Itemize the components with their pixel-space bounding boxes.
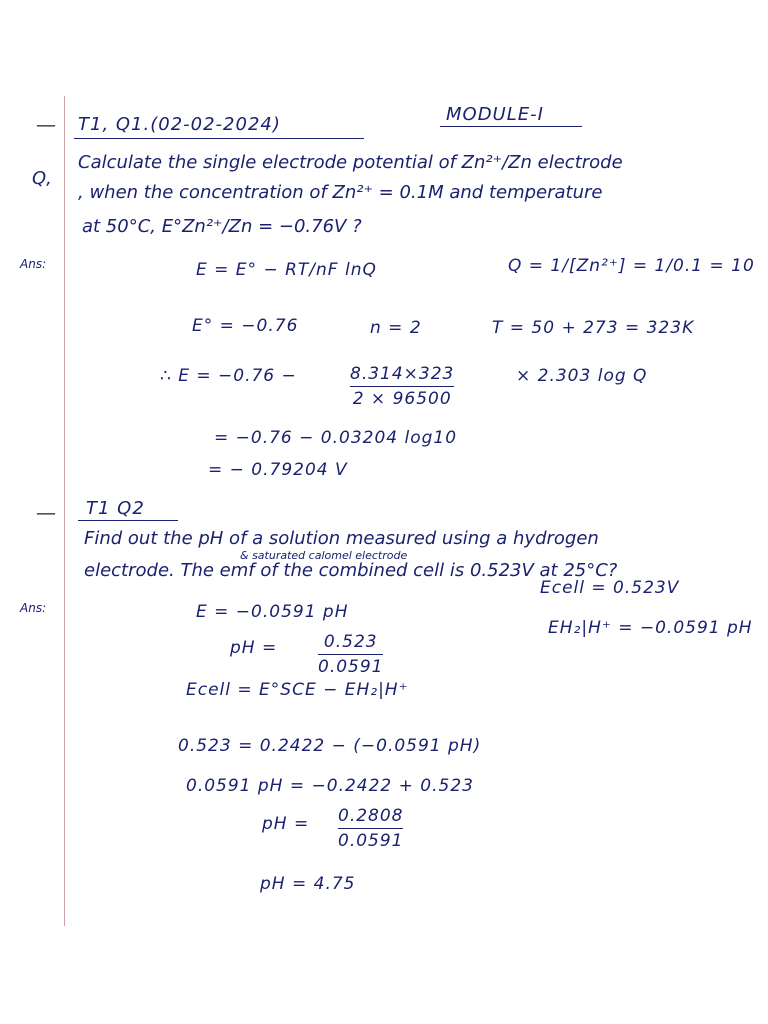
q1-substitution-start: ∴ E = −0.76 −	[160, 366, 297, 386]
q2-label: T1 Q2	[86, 498, 145, 519]
q2-final-fraction	[338, 806, 403, 851]
q1-substitution-fraction	[350, 364, 454, 409]
q1-answer-label: Ans:	[20, 257, 47, 271]
module-underline	[440, 126, 582, 127]
q2-line-1: Find out the pH of a solution measured using a hydrogen	[84, 528, 599, 549]
q2-label-underline	[78, 520, 178, 521]
q1-substitution-end: × 2.303 log Q	[516, 366, 648, 386]
q2-step-1: 0.523 = 0.2422 − (−0.0591 pH)	[178, 736, 482, 756]
bullet-dash: —	[36, 112, 56, 136]
q2-line-1b: & saturated calomel electrode	[240, 549, 408, 562]
q1-result: = − 0.79204 V	[208, 460, 348, 480]
q1-prefix: Q,	[32, 168, 52, 189]
q2-ph-bar	[318, 654, 383, 655]
q1-electrons: n = 2	[370, 318, 422, 338]
q1-line-2: , when the concentration of Zn²⁺ = 0.1M and temperature	[78, 182, 603, 203]
q1-fraction-denominator: 2 × 96500	[352, 389, 452, 409]
q2-ph-denominator: 0.0591	[318, 657, 384, 677]
q1-line-1: Calculate the single electrode potential of Zn²⁺/Zn electrode	[78, 152, 623, 173]
q2-ph-eq-prefix: pH =	[262, 814, 310, 834]
q2-answer-label: Ans:	[20, 601, 47, 615]
q1-temperature: T = 50 + 273 = 323K	[492, 318, 695, 338]
q1-fraction-bar	[350, 386, 454, 387]
q2-eh2-expression: EH₂|H⁺ = −0.0591 pH	[548, 618, 753, 638]
q1-standard-potential: E° = −0.76	[192, 316, 299, 336]
q2-final-bar	[338, 828, 403, 829]
q2-line-2: electrode. The emf of the combined cell is 0.523V at 25°C?	[84, 560, 618, 581]
q2-ecell-given: Ecell = 0.523V	[540, 578, 680, 598]
q2-ph-prefix: pH =	[230, 638, 278, 658]
test-label-underline	[74, 138, 364, 139]
q2-e-line: E = −0.0591 pH	[196, 602, 349, 622]
q2-final-denominator: 0.0591	[338, 831, 404, 851]
q2-ph-numerator: 0.523	[323, 632, 378, 652]
q1-step-2: = −0.76 − 0.03204 log10	[214, 428, 458, 448]
q1-nernst-equation: E = E° − RT/nF lnQ	[196, 260, 377, 280]
module-title: MODULE-I	[446, 104, 544, 125]
q2-final-numerator: 0.2808	[338, 806, 404, 826]
q2-ph-fraction	[318, 632, 383, 677]
q2-step-2: 0.0591 pH = −0.2422 + 0.523	[186, 776, 474, 796]
q2-result: pH = 4.75	[260, 874, 356, 894]
q1-fraction-numerator: 8.314×323	[350, 364, 455, 384]
q1-q-expression: Q = 1/[Zn²⁺] = 1/0.1 = 10	[508, 256, 755, 276]
q2-cell-equation: Ecell = E°SCE − EH₂|H⁺	[186, 680, 409, 700]
bullet-dash: —	[36, 500, 56, 524]
q1-line-3: at 50°C, E°Zn²⁺/Zn = −0.76V ?	[82, 216, 362, 237]
test-label: T1, Q1.(02-02-2024)	[78, 114, 281, 135]
margin-line	[64, 96, 65, 926]
